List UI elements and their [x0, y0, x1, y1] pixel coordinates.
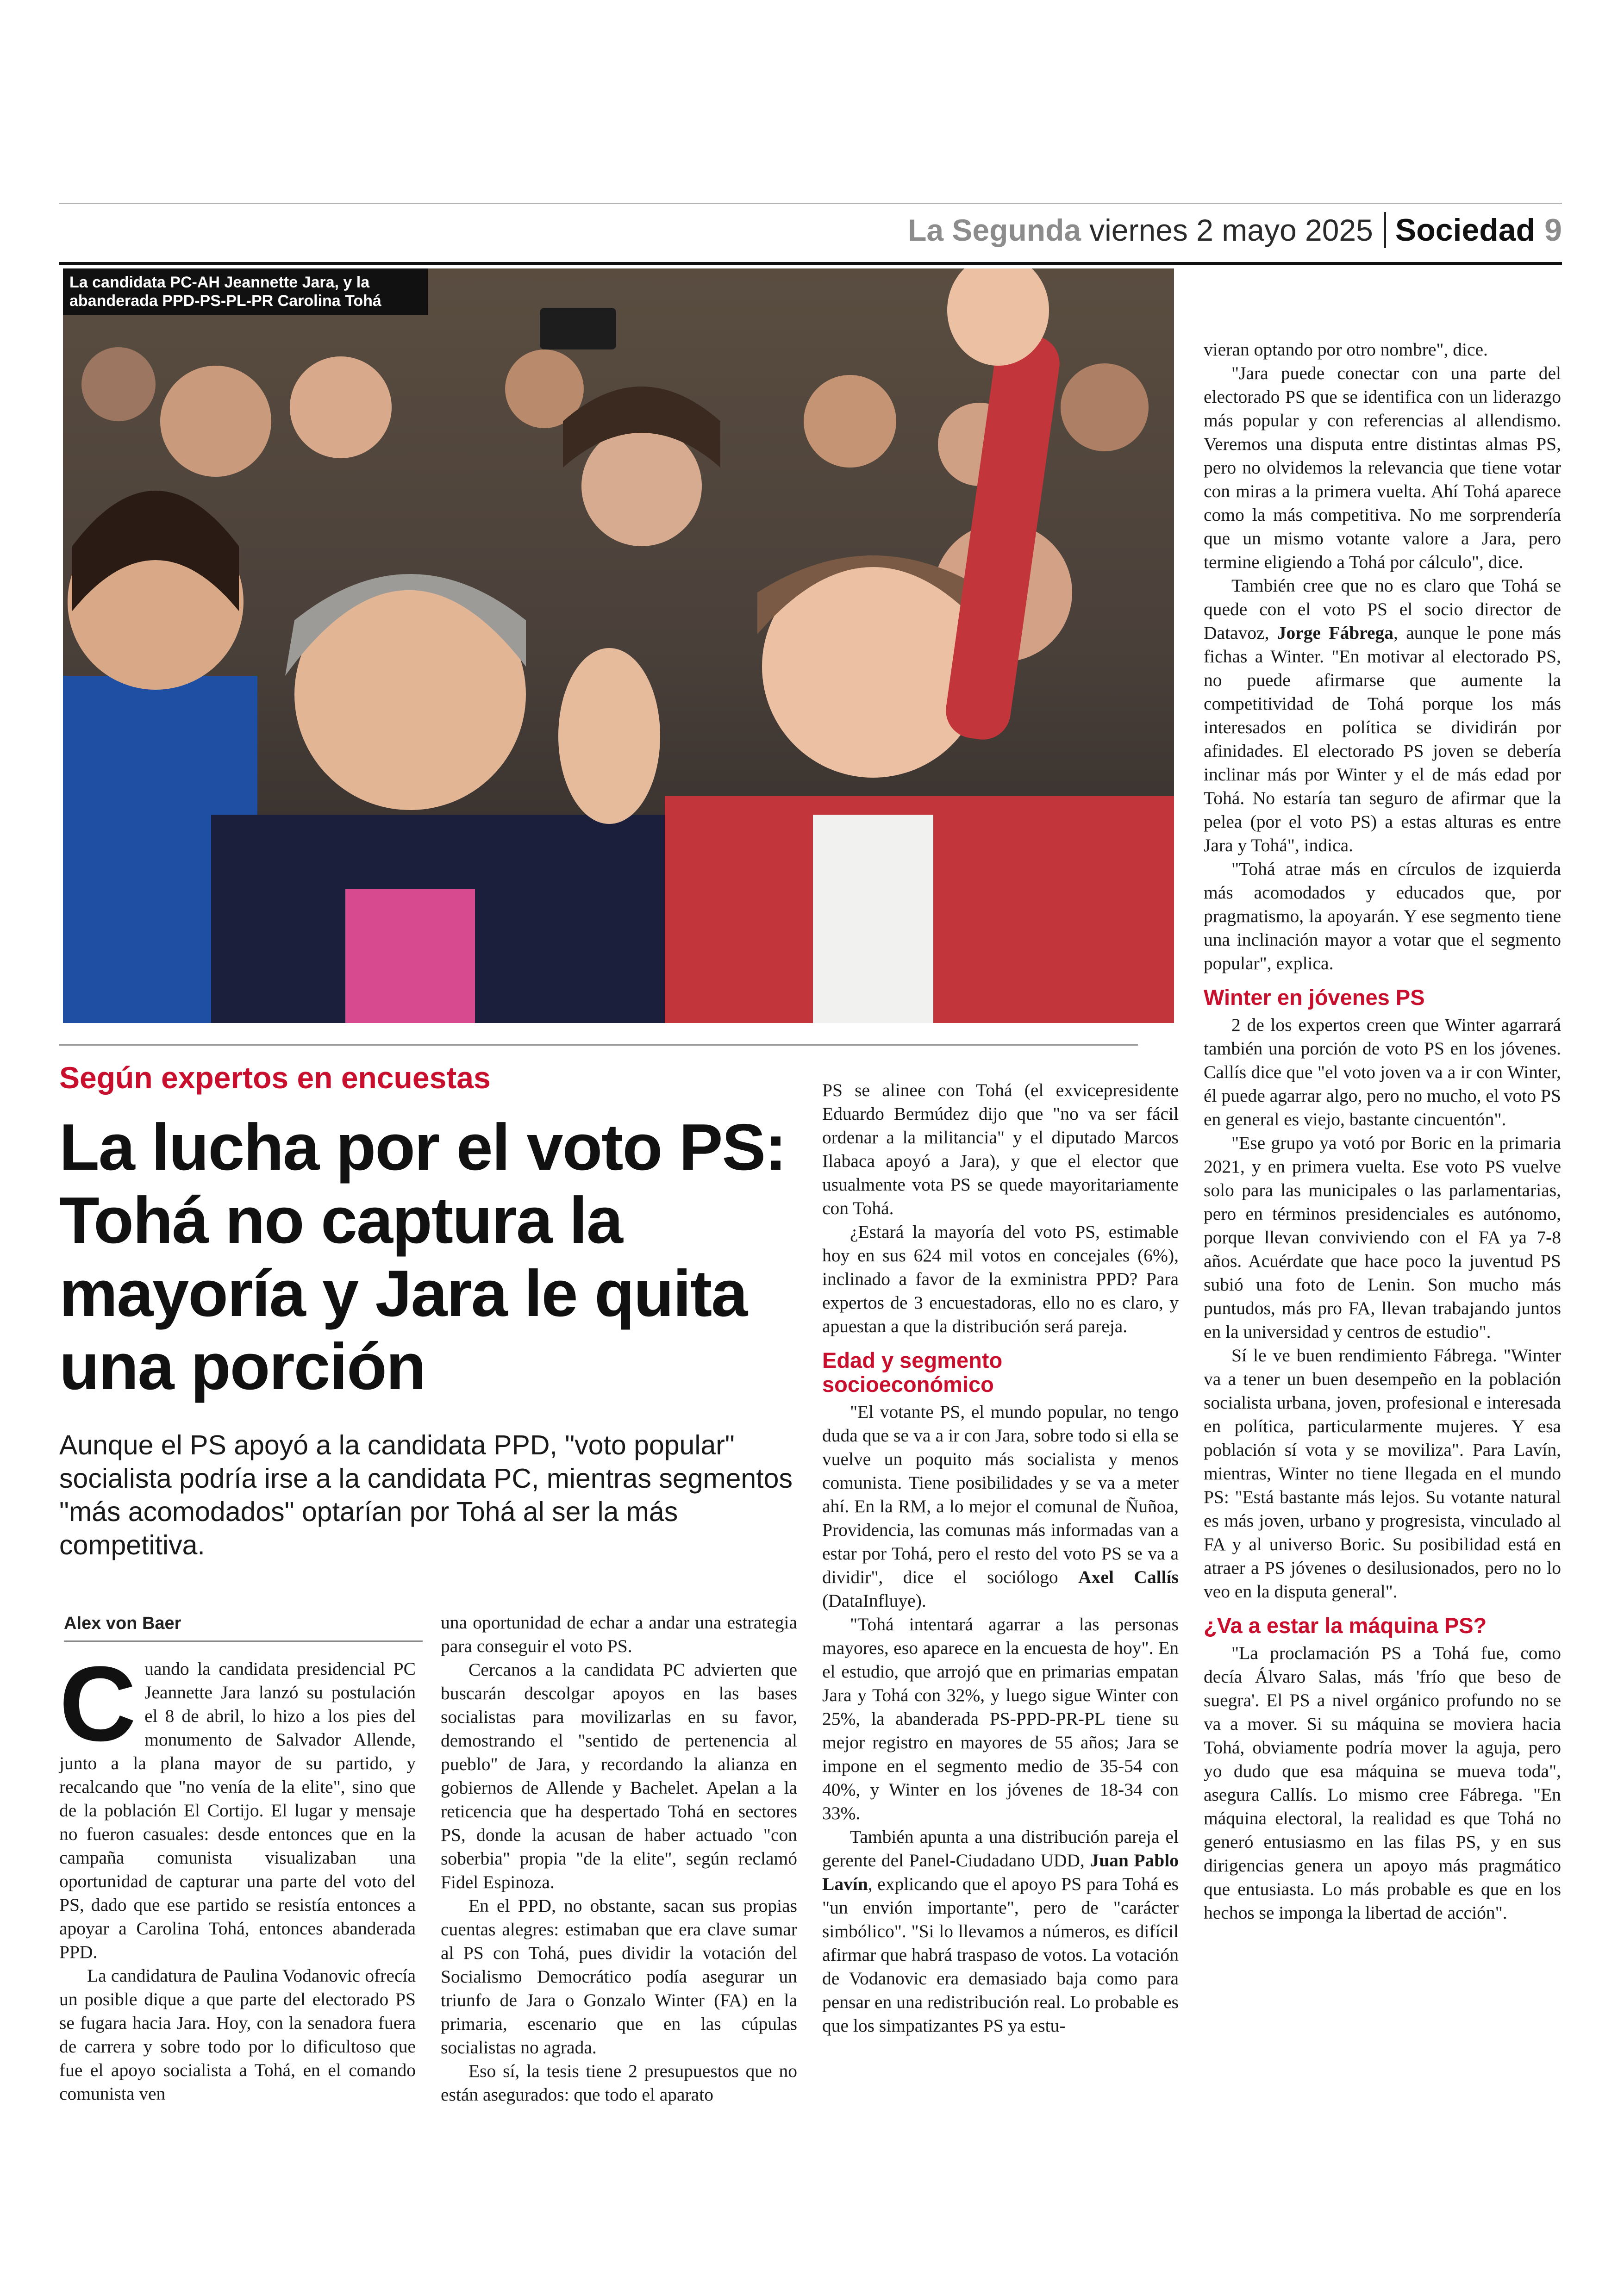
issue-date: viernes 2 mayo 2025: [1089, 213, 1373, 247]
body-paragraph: 2 de los expertos creen que Winter agarrará también una porción de voto PS en los jóvenes. Callís dice que "el voto joven va a ir con Winter, él puede agarrar algo, pero no mucho, el voto PS en general es viejo, bastante cincuentón".: [1204, 1015, 1561, 1129]
section-rule: [59, 1044, 1138, 1046]
column-3: [822, 1079, 1179, 2038]
body-paragraph: vieran optando por otro nombre", dice.: [1204, 339, 1488, 360]
body-paragraph: "La proclamación PS a Tohá fue, como decía Álvaro Salas, más 'frío que beso de suegra'. El PS a nivel orgánico profundo no se va a mover. Si su máquina se moviera hacia Tohá, obviamente podría mover la aguja, pero yo dudo que esa máquina se mueva toda", asegura Callís. Lo mismo cree Fábrega. "En máquina electoral, la realidad es que Tohá no generó entusiasmo en las filas PS, y en sus dirigencias genera un apoyo más pragmático que entusiasta. Lo más probable es que en los hechos se imponga la libertad de acción".: [1204, 1643, 1561, 1923]
body-paragraph: Cercanos a la candidata PC advierten que buscarán descolgar apoyos en las bases socialistas para movilizarlas en su favor, demostrando el "sentido de pertenencia al pueblo" de Jara, y recordando la alianza en gobiernos de Allende y Bachelet. Apelan a la reticencia que ha despertado Tohá en sectores PS, donde la acusan de haber actuado "con soberbia" propia "de la elite", según reclamó Fidel Espinoza.: [441, 1659, 797, 1892]
body-paragraph: Sí le ve buen rendimiento Fábrega. "Winter va a tener un buen desempeño en la población socialista urbana, joven, profesional e interesada en política, particularmente mujeres. Y esa población sí vota y se moviliza". Para Lavín, mientras, Winter no tiene llegada en el mundo PS: "Está bastante más lejos. Su votante natural es más joven, urbano y progresista, vinculado al FA y al universo Boric. Su posibilidad está en atraer a PS jóvenes o desilusionados, pero no lo veo en la disputa general".: [1204, 1345, 1561, 1602]
subheading: ¿Va a estar la máquina PS?: [1204, 1613, 1487, 1638]
column-4: [1204, 338, 1561, 1925]
column-1: [59, 1644, 416, 2106]
body-paragraph: "Ese grupo ya votó por Boric en la primaria 2021, y en primera vuelta. Ese voto PS vuelve solo para las municipales o las parlamentarias, pero en términos presidenciales es autónomo, porque llevan conviviendo con el FA ya 7-8 años. Acuérdate que hace poco la juventud PS subió una foto de Lenin. Son mucho más puntudos, más pro FA, llevan trabajando juntos en la universidad y centros de estudio".: [1204, 1133, 1561, 1342]
body-paragraph: [1204, 574, 1561, 857]
article-photo: [63, 268, 1174, 1023]
lead-paragraph: Aunque el PS apoyó a la candidata PPD, "voto popular" socialista podría irse a la candidata PC, mientras segmentos "más acomodados" optarían por Tohá al ser la más competitiva.: [59, 1430, 793, 1560]
text-run: "El votante PS, el mundo popular, no tengo duda que se va a ir con Jara, sobre todo si ella se vuelve un poquito más socialista y menos comunista. Tiene posibilidades y se va a meter ahí. En la RM, a lo mejor el comunal de Ñuñoa, Providencia, las comunas más informadas van a estar por Tohá, pero el resto del voto PS se va a dividir", dice el sociólogo: [822, 1402, 1179, 1587]
body-paragraph: En el PPD, no obstante, sacan sus propias cuentas alegres: estimaban que era clave sumar al PS con Tohá, pues dividir la votación del Socialismo Democrático podía asegurar un triunfo de Jara o Gonzalo Winter (FA) en la primaria, escenario que en las cúpulas socialistas no agrada.: [441, 1896, 797, 2058]
body-paragraph: uando la candidata presidencial PC Jeannette Jara lanzó su postulación el 8 de abril, lo hizo a los pies del monumento de Salvador Allende, junto a la plana mayor de su partido, y recalcando que "no venía de la elite", sino que de la población El Cortijo. El lugar y mensaje no fueron casuales: desde entonces que en la campaña comunista visualizaban una oportunidad de capturar una parte del voto del PS, dado que ese partido se resistía entonces a apoyar a Carolina Tohá, entonces abanderada PPD.: [59, 1659, 416, 1962]
source-name: Axel Callís: [1078, 1567, 1179, 1587]
body-paragraph: una oportunidad de echar a andar una estrategia para conseguir el voto PS.: [441, 1612, 797, 1656]
photo-caption: La candidata PC-AH Jeannette Jara, y la abanderada PPD-PS-PL-PR Carolina Tohá: [63, 268, 428, 315]
body-paragraph: [822, 1825, 1179, 2038]
page-header: [59, 204, 1562, 264]
byline: Alex von Baer: [64, 1614, 181, 1633]
source-name: Juan Pablo Lavín: [822, 1850, 1179, 1894]
body-paragraph: "Tohá intentará agarrar a las personas mayores, eso aparece en la encuesta de hoy". En el estudio, que arrojó que en primarias empatan Jara y Tohá con 32%, y luego sigue Winter con 25%, la abanderada PS-PPD-PR-PL tiene su mejor registro en mayores de 55 años; Jara se impone en el segmento medio de 35-54 con 40%, y Winter en los jóvenes de 18-34 con 33%.: [822, 1614, 1179, 1823]
drop-cap: C: [59, 1644, 137, 1763]
headline: La lucha por el voto PS: Tohá no captura la mayoría y Jara le quita una porción: [59, 1110, 786, 1403]
text-run: (DataInfluye).: [822, 1590, 926, 1611]
photo-illustration: [63, 268, 1174, 1023]
section-name: Sociedad: [1395, 212, 1536, 248]
text-run: También cree que no es claro que Tohá se quede con el voto PS el socio director de Datavoz,: [1204, 575, 1561, 643]
subheading: Winter en jóvenes PS: [1204, 985, 1425, 1010]
body-paragraph: PS se alinee con Tohá (el exvicepresidente Eduardo Bermúdez dijo que "no va ser fácil ordenar a la militancia" y el diputado Marcos Ilabaca apoyó a Jara), y que el elector que usualmente vota PS se quede mayoritariamente con Tohá.: [822, 1080, 1179, 1218]
body-paragraph: Eso sí, la tesis tiene 2 presupuestos que no están asegurados: que todo el aparato: [441, 2061, 797, 2105]
body-paragraph: [822, 1400, 1179, 1613]
header-divider: [1384, 212, 1386, 248]
header-rule: [59, 262, 1562, 265]
body-paragraph: ¿Estará la mayoría del voto PS, estimable hoy en sus 624 mil votos en concejales (6%), inclinado a favor de la exministra PPD? Para expertos de 3 encuestadoras, ello no es claro, y apuestan a que la distribución será pareja.: [822, 1222, 1179, 1336]
text-run: , explicando que el apoyo PS para Tohá es "un envión importante", pero de "carácter simbólico". "Si lo llevamos a números, es difícil afirmar que habrá traspaso de votos. La votación de Vodanovic era demasiado baja como para pensar en una redistribución real. Lo probable es que los simpatizantes PS ya estu-: [822, 1874, 1179, 2036]
body-paragraph: La candidatura de Paulina Vodanovic ofrecía un posible dique a que parte del electorado PS se fugara hacia Jara. Hoy, con la senadora fuera de carrera y sobre todo por lo dificultoso que fue el apoyo socialista a Tohá, en el comando comunista ven: [59, 1965, 416, 2104]
source-name: Jorge Fábrega: [1277, 623, 1394, 643]
byline-rule: [64, 1640, 423, 1642]
subheading: Edad y segmento socioeconómico: [822, 1348, 1003, 1397]
kicker: Según expertos en encuestas: [59, 1060, 491, 1095]
text-run: También apunta a una distribución pareja el gerente del Panel-Ciudadano UDD,: [822, 1827, 1179, 1871]
text-run: , aunque le pone más fichas a Winter. "En motivar al electorado PS, no puede afirmarse que aumente la competitividad de Tohá porque los más interesados en política se dividirán por afinidades. El electorado PS joven se debería inclinar más por Winter y el de más edad por Tohá. No estaría tan seguro de afirmar que la pelea (por el voto PS) a estas alturas es entre Jara y Tohá", indica.: [1204, 623, 1561, 855]
page-number: 9: [1544, 212, 1562, 248]
body-paragraph: "Jara puede conectar con una parte del electorado PS que se identifica con un liderazgo más popular y con referencias al allendismo. Veremos una disputa entre distintas almas PS, pero no olvidemos la relevancia que tiene votar con miras a la primera vuelta. Ahí Tohá aparece como la más competitiva. No me sorprendería que un mismo votante valore a Jara, pero termine eligiendo a Tohá por cálculo", dice.: [1204, 363, 1561, 572]
header-inner: [908, 212, 1562, 248]
column-2: [441, 1611, 797, 2107]
body-paragraph: "Tohá atrae más en círculos de izquierda más acomodados y educados que, por pragmatismo, la apoyarán. Y ese segmento tiene una inclinación mayor a votar que el segmento popular", explica.: [1204, 859, 1561, 973]
newspaper-name: La Segunda: [908, 213, 1081, 247]
